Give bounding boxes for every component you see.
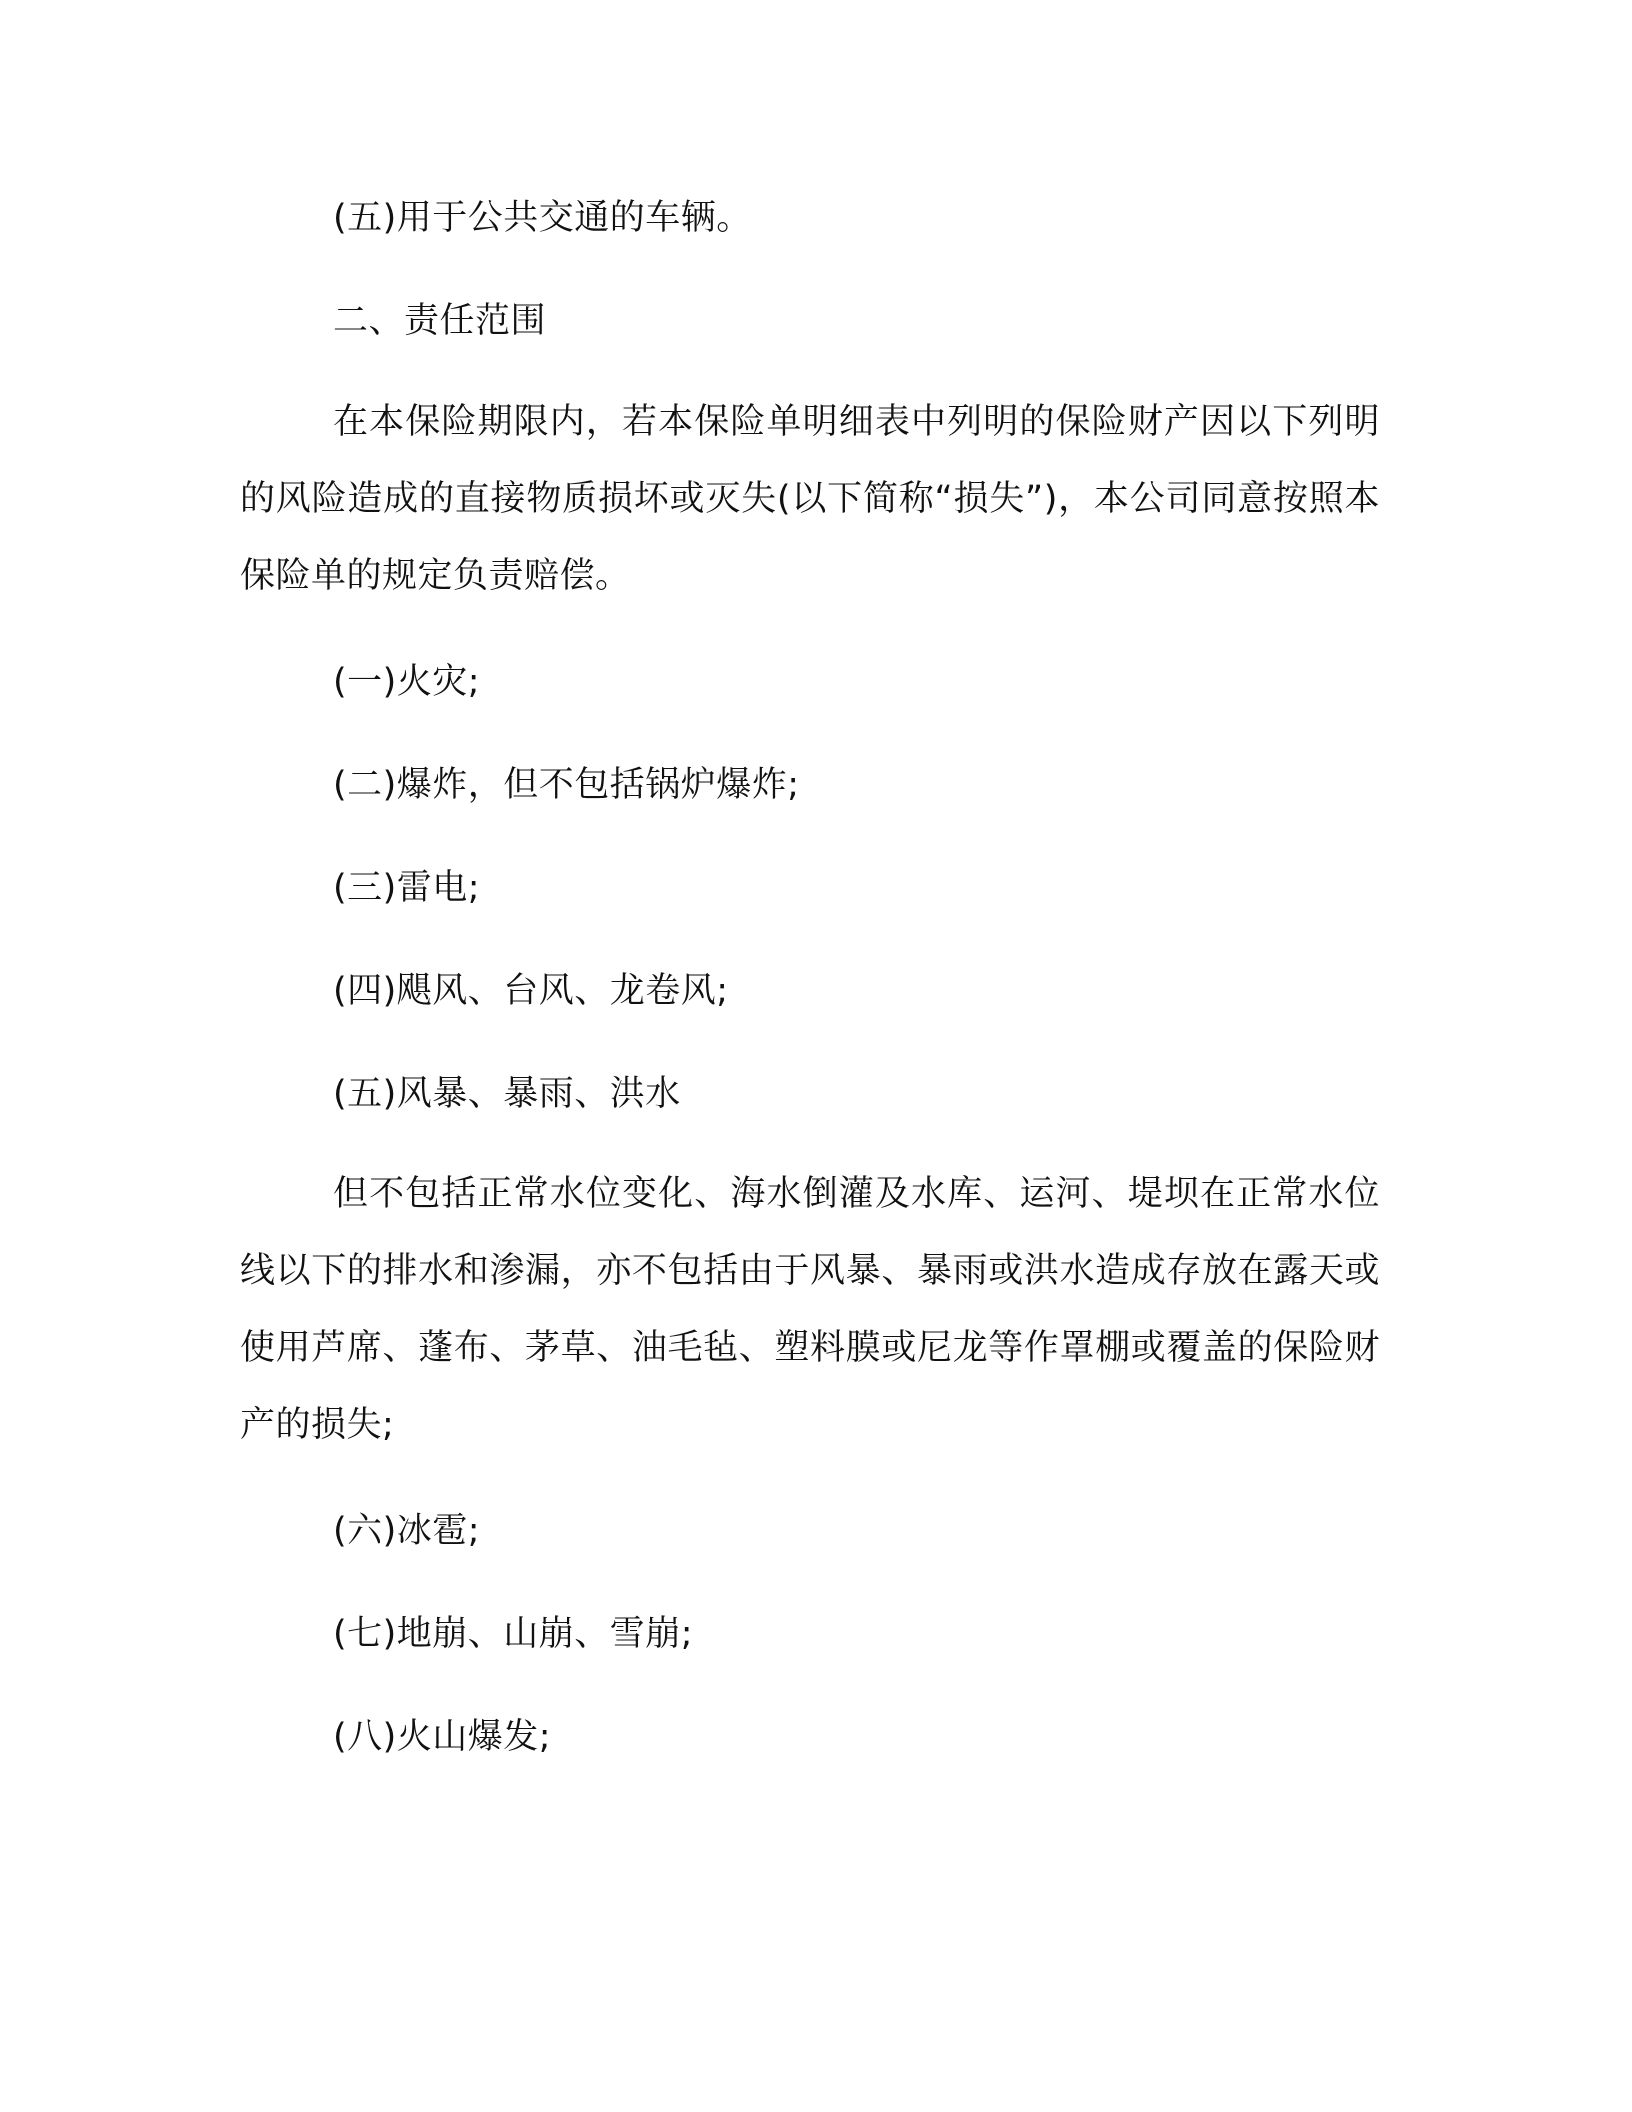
- section-heading-liability-scope: 二、责任范围: [333, 301, 547, 341]
- risk-item-hail: (六)冰雹;: [333, 1511, 481, 1551]
- risk-item-volcano: (八)火山爆发;: [333, 1717, 552, 1757]
- risk-item-lightning: (三)雷电;: [333, 868, 481, 908]
- risk-item-fire: (一)火灾;: [333, 662, 481, 702]
- risk-item-landslide: (七)地崩、山崩、雪崩;: [333, 1614, 694, 1654]
- risk-item-explosion: (二)爆炸，但不包括锅炉爆炸;: [333, 765, 800, 805]
- intro-paragraph: 在本保险期限内，若本保险单明细表中列明的保险财产因以下列明的风险造成的直接物质损坏或灭失(以下简称“损失”)，本公司同意按照本保险单的规定负责赔偿。: [240, 402, 1380, 596]
- item-5-vehicles: (五)用于公共交通的车辆。: [333, 198, 752, 238]
- risk-item-wind: (四)飓风、台风、龙卷风;: [333, 971, 729, 1011]
- risk-item-storm-flood: (五)风暴、暴雨、洪水: [333, 1074, 681, 1114]
- storm-flood-exclusion-paragraph: 但不包括正常水位变化、海水倒灌及水库、运河、堤坝在正常水位线以下的排水和渗漏，亦不包括由于风暴、暴雨或洪水造成存放在露天或使用芦席、蓬布、茅草、油毛毡、塑料膜或尼龙等作罩棚或覆盖的保险财产的损失;: [240, 1174, 1380, 1445]
